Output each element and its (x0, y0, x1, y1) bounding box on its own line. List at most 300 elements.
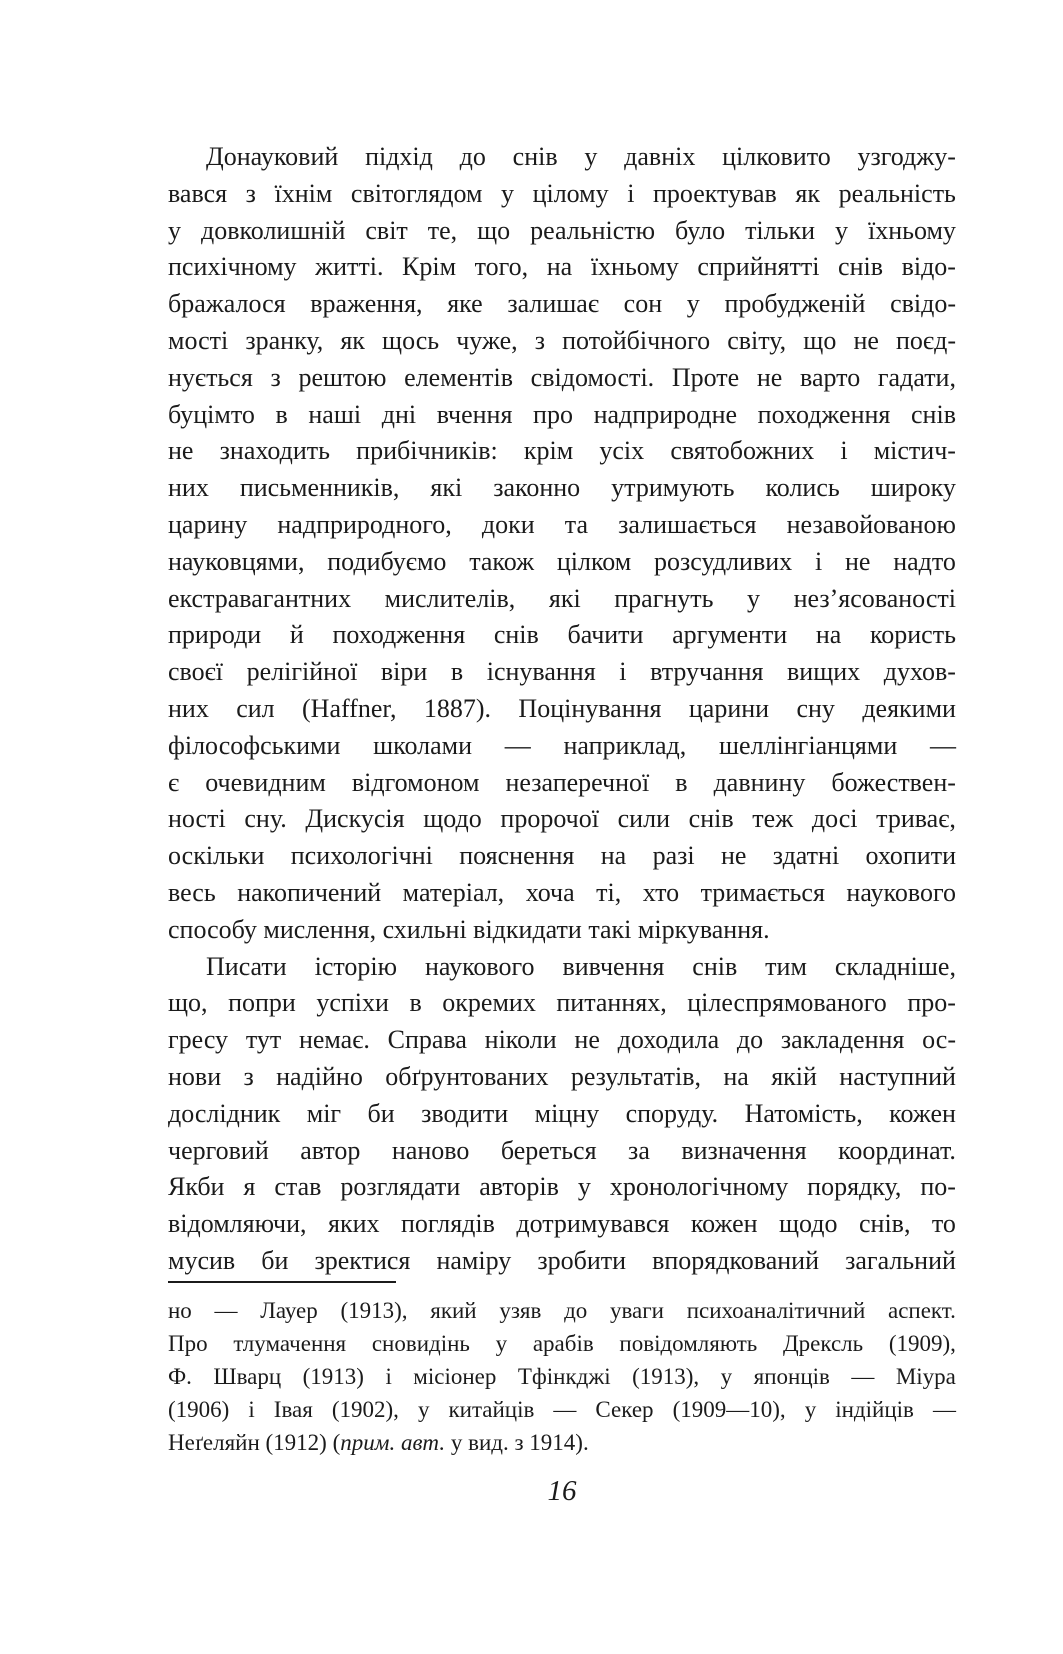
word: з (243, 1061, 254, 1091)
word: містич- (873, 436, 956, 466)
word: ті, (596, 877, 622, 907)
word: (1902), (331, 1397, 399, 1422)
word: гресу (168, 1025, 229, 1055)
word: узгоджу- (857, 142, 956, 171)
word: доходила (617, 1025, 720, 1055)
word: історію (314, 951, 398, 981)
text-line (168, 213, 956, 250)
word: Писати (206, 951, 287, 981)
word: дні (381, 399, 417, 429)
word: то (931, 1209, 956, 1239)
word: поглядів (400, 1209, 495, 1239)
word: усіх (599, 436, 645, 466)
word: на (546, 252, 573, 282)
word: Лауер (260, 1298, 318, 1323)
word: досі (811, 804, 858, 834)
word: чуже, (456, 325, 518, 355)
word: складніше, (834, 951, 956, 981)
word: Секер (595, 1397, 654, 1422)
word: їхньому (590, 252, 679, 282)
word: Дрексль (782, 1331, 864, 1356)
word: щодо (423, 804, 482, 834)
word: Тфінкджі (517, 1364, 611, 1389)
text-line (168, 507, 956, 544)
word: — (214, 1298, 238, 1323)
word: їхнім (274, 178, 333, 208)
word: є (168, 767, 180, 797)
word: давніх (624, 142, 696, 171)
word: царини (688, 693, 770, 723)
word: (1913) (302, 1364, 364, 1389)
text-line (168, 654, 956, 691)
word: сну (796, 693, 835, 723)
word: (Haffner, (302, 693, 397, 723)
word: рештою (298, 362, 387, 392)
word: дотримувався (516, 1209, 670, 1239)
word: і (385, 1364, 392, 1389)
word: у (168, 215, 181, 245)
word: хоча (525, 877, 575, 907)
word: ніколи (484, 1025, 557, 1055)
word: розглядати (340, 1172, 461, 1202)
word: мислителів, (384, 583, 516, 613)
word: мості (168, 325, 229, 355)
word: снів (512, 142, 558, 171)
word: вався (168, 178, 228, 208)
text-line (168, 470, 956, 507)
word: триває, (876, 804, 956, 834)
word: 1887). (423, 693, 492, 723)
text-line (168, 433, 956, 470)
word: аргументи (672, 620, 788, 650)
word: кожен (690, 1209, 758, 1239)
word: кожен (889, 1098, 956, 1128)
word: тлумачення (233, 1331, 347, 1356)
text-line (168, 838, 956, 875)
word: прибічників: (356, 436, 498, 466)
word: індійців (835, 1397, 914, 1422)
word: охопити (865, 841, 956, 871)
word: житті. (315, 252, 384, 282)
word: хто (642, 877, 680, 907)
word: враження, (310, 289, 423, 319)
word: окремих (442, 988, 536, 1018)
word: (1909), (888, 1331, 956, 1356)
word: у (495, 1331, 508, 1356)
word: було (675, 215, 726, 245)
word: береться (500, 1135, 597, 1165)
word: що, (168, 988, 208, 1018)
word: нується (168, 362, 253, 392)
word: — (553, 1397, 577, 1422)
word: уваги (609, 1298, 664, 1323)
word: у (720, 1364, 733, 1389)
word: зводити (421, 1098, 509, 1128)
word: сил (236, 693, 275, 723)
word: незаперечної (505, 767, 650, 797)
text-line (168, 1022, 956, 1059)
word: свідо- (890, 289, 956, 319)
word: результатів, (570, 1061, 702, 1091)
word: тільки (745, 215, 816, 245)
word: Про (168, 1331, 208, 1356)
text-line (168, 1206, 956, 1243)
word: міцну (534, 1098, 600, 1128)
word: снів, (858, 1209, 911, 1239)
word: ос- (922, 1025, 956, 1055)
word: пояснення (459, 841, 575, 871)
word: яке (447, 289, 483, 319)
text-line (168, 912, 956, 949)
word: надто (893, 546, 956, 576)
word: сновидінь (371, 1331, 470, 1356)
word: не (844, 546, 871, 576)
text-line (168, 691, 956, 728)
word: снів (493, 620, 539, 650)
word: ності (168, 804, 226, 834)
text-line (168, 1169, 956, 1206)
word: законно (493, 473, 581, 503)
word: відомляючи, (168, 1209, 307, 1239)
word: тим (765, 951, 807, 981)
text-segment: у вид. з 1914). (445, 1430, 589, 1455)
word: Донауковий (206, 142, 339, 171)
word: що (477, 215, 511, 245)
word: повідомляють (619, 1331, 758, 1356)
word: щось (382, 325, 440, 355)
word: у (584, 142, 598, 171)
word: пробудженій (724, 289, 866, 319)
word: мусив (168, 1245, 236, 1275)
word: користь (869, 620, 956, 650)
word: з (245, 178, 256, 208)
page-number: 16 (547, 1475, 577, 1507)
word: не (720, 841, 747, 871)
word: довколишній (200, 215, 346, 245)
word: у (835, 215, 848, 245)
text-line (168, 1393, 956, 1426)
word: відгомоном (351, 767, 480, 797)
word: божествен- (831, 767, 956, 797)
word: немає. (298, 1025, 370, 1055)
word: філософськими (168, 730, 341, 760)
word: надприродного, (277, 509, 452, 539)
word: японців (753, 1364, 830, 1389)
word: обґрунтованих (385, 1061, 549, 1091)
word: міг (306, 1098, 342, 1128)
word: екстравагантних (168, 583, 352, 613)
italic-text: прим. авт. (340, 1430, 446, 1455)
word: варто (800, 362, 861, 392)
text-line (168, 1360, 956, 1393)
word: них (168, 473, 209, 503)
word: наступний (839, 1061, 956, 1091)
text-line (168, 1059, 956, 1096)
text-line (168, 360, 956, 397)
word: автор (300, 1135, 361, 1165)
text-line (168, 617, 956, 654)
word: залишає (507, 289, 599, 319)
word: сприйнятті (697, 252, 820, 282)
word: свідомості. (530, 362, 655, 392)
word: знаходить (219, 436, 330, 466)
word: впорядкований (652, 1245, 820, 1275)
word: якій (771, 1061, 817, 1091)
word: і (840, 436, 848, 466)
word: сну. (244, 804, 287, 834)
word: крім (523, 436, 574, 466)
text-line (168, 176, 956, 213)
word: в (275, 399, 288, 429)
word: до (564, 1298, 588, 1323)
word: пророчої (500, 804, 599, 834)
text-line (168, 801, 956, 838)
word: віри (380, 657, 428, 687)
word: весь (168, 877, 216, 907)
word: теж (752, 804, 794, 834)
word: тут (245, 1025, 282, 1055)
word: но (168, 1298, 192, 1323)
word: на (600, 841, 627, 871)
word: святобожних (670, 436, 815, 466)
word: здатні (772, 841, 840, 871)
word: Дискусія (305, 804, 405, 834)
word: втручання (650, 657, 764, 687)
word: надприродне (593, 399, 738, 429)
word: психоаналітичний (686, 1298, 866, 1323)
word: Ф. (168, 1364, 192, 1389)
word: елементів (404, 362, 513, 392)
word: цілеспрямованого (687, 988, 887, 1018)
word: світоглядом (350, 178, 483, 208)
text-line (168, 286, 956, 323)
word: про- (907, 988, 956, 1018)
word: зранку, (245, 325, 324, 355)
word: (1906) (168, 1397, 230, 1422)
word: би (261, 1245, 289, 1275)
word: царину (168, 509, 248, 539)
word: аспект. (888, 1298, 956, 1323)
word: світу, (727, 325, 787, 355)
word: з (270, 362, 281, 392)
word: у (747, 583, 761, 613)
word: також (469, 546, 535, 576)
word: цілковито (722, 142, 831, 171)
word: нови (168, 1061, 222, 1091)
word: своєї (168, 657, 224, 687)
text-line (168, 1294, 956, 1327)
word: проектував (653, 178, 777, 208)
word: щодо (779, 1209, 838, 1239)
word: розсудливих (654, 546, 793, 576)
word: широку (870, 473, 956, 503)
word: про (533, 399, 573, 429)
word: у (417, 1397, 430, 1422)
word: оскільки (168, 841, 265, 871)
word: дослідник (168, 1098, 281, 1128)
word: науковцями, (168, 546, 305, 576)
word: відо- (901, 252, 956, 282)
word: Шварц (213, 1364, 282, 1389)
word: сили (617, 804, 670, 834)
word: (1913), (632, 1364, 700, 1389)
word: до (736, 1025, 764, 1055)
word: наші (308, 399, 362, 429)
word: наново (391, 1135, 470, 1165)
word: координат. (838, 1135, 956, 1165)
word: як (795, 178, 820, 208)
word: Міура (895, 1364, 956, 1389)
word: що (803, 325, 837, 355)
text-line (168, 1426, 956, 1459)
word: тримається (700, 877, 825, 907)
word: існування (486, 657, 596, 687)
word: наміру (436, 1245, 512, 1275)
word: за (628, 1135, 650, 1165)
word: і (814, 546, 823, 576)
word: й (289, 620, 304, 650)
text-line (168, 1243, 956, 1280)
word: цілком (556, 546, 632, 576)
word: закладення (780, 1025, 905, 1055)
text-line (168, 1096, 956, 1133)
word: (1913), (340, 1298, 408, 1323)
text-line (168, 249, 956, 286)
word: — (504, 730, 531, 760)
word: не (853, 325, 879, 355)
word: реальністю (530, 215, 656, 245)
footnote-text (168, 1294, 956, 1459)
word: вивчення (562, 951, 665, 981)
word: в (450, 657, 464, 687)
word: арабів (532, 1331, 594, 1356)
text-line (168, 949, 956, 986)
text-line (168, 397, 956, 434)
word: у (577, 1172, 591, 1202)
word: прагнуть (614, 583, 714, 613)
word: Натомість, (744, 1098, 863, 1128)
word: наприклад, (563, 730, 687, 760)
word: не (168, 436, 194, 466)
word: — (851, 1364, 875, 1389)
word: став (274, 1172, 322, 1202)
word: їхньому (867, 215, 956, 245)
word: Крім (402, 252, 457, 282)
word: споруду. (625, 1098, 719, 1128)
word: на (815, 620, 842, 650)
word: яких (328, 1209, 380, 1239)
word: потойбічного (562, 325, 711, 355)
word: який (430, 1298, 477, 1323)
word: накопичений (237, 877, 382, 907)
word: вищих (787, 657, 861, 687)
word: реальність (838, 178, 956, 208)
word: місіонер (413, 1364, 497, 1389)
word: в (675, 767, 688, 797)
text-line (168, 323, 956, 360)
word: та (564, 509, 589, 539)
word: які (548, 583, 581, 613)
text-line (168, 728, 956, 765)
word: надійно (276, 1061, 363, 1091)
word: черговий (168, 1135, 269, 1165)
word: поєд- (896, 325, 956, 355)
word: вчення (436, 399, 513, 429)
word: китайців (448, 1397, 535, 1422)
word: залишається (618, 509, 757, 539)
word: снів (838, 252, 883, 282)
word: наукового (846, 877, 956, 907)
word: гадати, (877, 362, 956, 392)
word: узяв (499, 1298, 542, 1323)
text-line (168, 1133, 956, 1170)
word: і (627, 178, 635, 208)
word: шеллінгіанцями (719, 730, 898, 760)
word: того, (474, 252, 529, 282)
word: деякими (862, 693, 956, 723)
word: нез’ясованості (793, 583, 956, 613)
text-line (168, 544, 956, 581)
word: попри (228, 988, 296, 1018)
word: (1909—10), (672, 1397, 786, 1422)
word: походження (332, 620, 466, 650)
word: визначення (681, 1135, 807, 1165)
text-line (168, 1327, 956, 1360)
text-line (168, 139, 956, 176)
text-line (168, 985, 956, 1022)
word: наукового (424, 951, 535, 981)
word: утримують (611, 473, 735, 503)
word: підхід (365, 142, 433, 171)
word: разі (652, 841, 695, 871)
word: — (930, 730, 956, 760)
footnote-separator (168, 1281, 396, 1283)
word: Проте (671, 362, 740, 392)
word: загальний (845, 1245, 956, 1275)
word: релігійної (246, 657, 358, 687)
word: бражалося (168, 289, 286, 319)
word: колись (765, 473, 840, 503)
word: питаннях, (556, 988, 667, 1018)
word: очевидним (205, 767, 326, 797)
word: незавойованою (786, 509, 956, 539)
paragraph (168, 139, 956, 949)
text-segment: Неґеляйн (1912) ( (168, 1430, 341, 1455)
word: Івая (273, 1397, 313, 1422)
word: — (932, 1397, 956, 1422)
word: порядку, (807, 1172, 902, 1202)
word: матеріал, (402, 877, 505, 907)
word: походження (757, 399, 891, 429)
word: те, (427, 215, 458, 245)
word: у (501, 178, 514, 208)
word: психологічні (290, 841, 433, 871)
word: Справа (387, 1025, 467, 1055)
text-line (168, 581, 956, 618)
word: буцімто (168, 399, 255, 429)
word: у (804, 1397, 817, 1422)
word: цілому (532, 178, 609, 208)
word: снів (688, 804, 734, 834)
word: хронологічному (609, 1172, 789, 1202)
word: Якби (168, 1172, 225, 1202)
word: світ (365, 215, 408, 245)
word: на (723, 1061, 749, 1091)
word: по- (920, 1172, 956, 1202)
word: до (459, 142, 486, 171)
word: снів (692, 951, 738, 981)
word: у (686, 289, 700, 319)
